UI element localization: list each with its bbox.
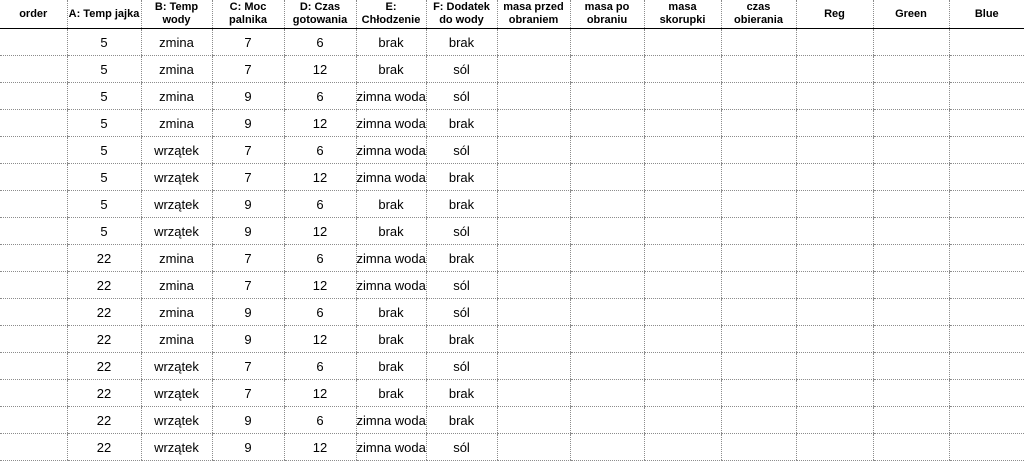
table-cell[interactable]: 7 bbox=[212, 56, 284, 83]
table-cell[interactable] bbox=[796, 164, 873, 191]
table-cell[interactable] bbox=[949, 326, 1024, 353]
table-cell[interactable]: sól bbox=[426, 83, 497, 110]
table-cell[interactable] bbox=[949, 83, 1024, 110]
table-cell[interactable] bbox=[721, 326, 796, 353]
table-cell[interactable]: sól bbox=[426, 353, 497, 380]
table-cell[interactable] bbox=[570, 434, 644, 461]
table-cell[interactable] bbox=[644, 380, 721, 407]
table-cell[interactable] bbox=[796, 83, 873, 110]
table-cell[interactable] bbox=[721, 299, 796, 326]
column-header-label: masa skorupki bbox=[645, 1, 721, 27]
table-cell[interactable] bbox=[644, 191, 721, 218]
table-cell[interactable]: brak bbox=[356, 218, 426, 245]
table-cell[interactable] bbox=[0, 110, 67, 137]
table-cell[interactable]: 6 bbox=[284, 407, 356, 434]
table-cell[interactable] bbox=[721, 380, 796, 407]
table-cell[interactable] bbox=[570, 137, 644, 164]
table-cell[interactable] bbox=[949, 299, 1024, 326]
table-cell[interactable] bbox=[570, 29, 644, 56]
table-cell[interactable]: sól bbox=[426, 434, 497, 461]
table-cell[interactable] bbox=[570, 326, 644, 353]
table-cell[interactable]: zimna woda bbox=[356, 110, 426, 137]
table-cell[interactable] bbox=[873, 164, 949, 191]
table-cell[interactable]: 22 bbox=[67, 245, 141, 272]
table-row bbox=[0, 29, 1024, 56]
table-cell[interactable]: brak bbox=[426, 191, 497, 218]
table-cell[interactable] bbox=[570, 407, 644, 434]
table-cell[interactable] bbox=[796, 272, 873, 299]
table-cell[interactable]: 22 bbox=[67, 326, 141, 353]
table-cell[interactable] bbox=[873, 56, 949, 83]
table-cell[interactable]: wrzątek bbox=[141, 407, 212, 434]
table-cell[interactable]: zmina bbox=[141, 29, 212, 56]
table-cell[interactable] bbox=[570, 56, 644, 83]
table-cell[interactable]: wrzątek bbox=[141, 137, 212, 164]
table-cell[interactable] bbox=[497, 299, 570, 326]
column-header[interactable] bbox=[873, 0, 949, 29]
table-cell[interactable] bbox=[497, 407, 570, 434]
table-cell[interactable] bbox=[570, 164, 644, 191]
table-cell[interactable]: brak bbox=[426, 380, 497, 407]
table-cell[interactable] bbox=[796, 137, 873, 164]
table-cell[interactable]: zmina bbox=[141, 299, 212, 326]
table-cell[interactable] bbox=[0, 83, 67, 110]
table-cell[interactable]: brak bbox=[356, 326, 426, 353]
table-cell[interactable]: 22 bbox=[67, 299, 141, 326]
column-header[interactable] bbox=[0, 0, 67, 29]
table-cell[interactable] bbox=[873, 353, 949, 380]
table-cell[interactable] bbox=[497, 218, 570, 245]
table-cell[interactable]: 6 bbox=[284, 137, 356, 164]
table-cell[interactable] bbox=[644, 164, 721, 191]
table-cell[interactable]: zimna woda bbox=[356, 272, 426, 299]
table-cell[interactable]: 7 bbox=[212, 245, 284, 272]
table-cell[interactable]: 5 bbox=[67, 218, 141, 245]
table-cell[interactable] bbox=[796, 245, 873, 272]
table-cell[interactable]: wrzątek bbox=[141, 164, 212, 191]
table-cell[interactable] bbox=[796, 353, 873, 380]
table-cell[interactable] bbox=[873, 110, 949, 137]
table-cell[interactable] bbox=[873, 245, 949, 272]
table-cell[interactable]: 12 bbox=[284, 326, 356, 353]
table-cell[interactable] bbox=[949, 245, 1024, 272]
table-cell[interactable] bbox=[949, 353, 1024, 380]
table-cell[interactable]: 12 bbox=[284, 434, 356, 461]
table-cell[interactable] bbox=[570, 83, 644, 110]
table-cell[interactable]: 9 bbox=[212, 83, 284, 110]
table-cell[interactable]: 9 bbox=[212, 110, 284, 137]
table-cell[interactable]: 6 bbox=[284, 299, 356, 326]
column-header-label: masa po obraniu bbox=[571, 1, 644, 27]
table-cell[interactable]: 5 bbox=[67, 29, 141, 56]
table-cell[interactable] bbox=[644, 56, 721, 83]
table-cell[interactable]: zmina bbox=[141, 56, 212, 83]
table-cell[interactable] bbox=[721, 272, 796, 299]
table-cell[interactable] bbox=[0, 407, 67, 434]
column-header-label: Green bbox=[874, 8, 949, 21]
table-cell[interactable] bbox=[796, 380, 873, 407]
table-cell[interactable] bbox=[873, 434, 949, 461]
table-cell[interactable] bbox=[497, 56, 570, 83]
table-row bbox=[0, 137, 1024, 164]
table-cell[interactable] bbox=[570, 353, 644, 380]
table-cell[interactable] bbox=[644, 434, 721, 461]
table-cell[interactable] bbox=[721, 83, 796, 110]
table-cell[interactable]: 12 bbox=[284, 56, 356, 83]
table-cell[interactable]: zmina bbox=[141, 83, 212, 110]
table-cell[interactable] bbox=[949, 137, 1024, 164]
column-header[interactable] bbox=[284, 0, 356, 29]
table-cell[interactable] bbox=[796, 29, 873, 56]
table-cell[interactable]: zimna woda bbox=[356, 137, 426, 164]
table-cell[interactable]: 6 bbox=[284, 353, 356, 380]
table-cell[interactable] bbox=[796, 110, 873, 137]
table-cell[interactable]: 7 bbox=[212, 164, 284, 191]
table-cell[interactable]: 5 bbox=[67, 191, 141, 218]
table-row bbox=[0, 299, 1024, 326]
table-cell[interactable]: 22 bbox=[67, 434, 141, 461]
table-cell[interactable] bbox=[570, 218, 644, 245]
table-cell[interactable] bbox=[873, 299, 949, 326]
table-cell[interactable] bbox=[497, 245, 570, 272]
column-header-label: order bbox=[0, 8, 67, 21]
table-cell[interactable]: 9 bbox=[212, 326, 284, 353]
table-cell[interactable]: sól bbox=[426, 56, 497, 83]
table-cell[interactable] bbox=[873, 191, 949, 218]
table-row bbox=[0, 434, 1024, 461]
table-cell[interactable] bbox=[873, 380, 949, 407]
table-cell[interactable]: 6 bbox=[284, 83, 356, 110]
table-cell[interactable]: 22 bbox=[67, 407, 141, 434]
table-cell[interactable] bbox=[0, 137, 67, 164]
table-cell[interactable] bbox=[644, 29, 721, 56]
table-cell[interactable]: wrzątek bbox=[141, 434, 212, 461]
table-cell[interactable] bbox=[644, 407, 721, 434]
table-cell[interactable] bbox=[873, 272, 949, 299]
table-cell[interactable] bbox=[644, 218, 721, 245]
table-cell[interactable] bbox=[949, 218, 1024, 245]
table-cell[interactable] bbox=[0, 434, 67, 461]
table-cell[interactable]: 9 bbox=[212, 299, 284, 326]
header-row bbox=[0, 0, 1024, 29]
table-cell[interactable] bbox=[0, 245, 67, 272]
table-cell[interactable] bbox=[721, 191, 796, 218]
table-cell[interactable]: brak bbox=[426, 407, 497, 434]
column-header[interactable] bbox=[141, 0, 212, 29]
column-header-label: E: Chłodzenie bbox=[357, 1, 426, 27]
table-cell[interactable] bbox=[721, 245, 796, 272]
table-cell[interactable] bbox=[0, 56, 67, 83]
table-cell[interactable]: sól bbox=[426, 299, 497, 326]
table-cell[interactable]: sól bbox=[426, 218, 497, 245]
column-header-label: masa przed obraniem bbox=[498, 1, 570, 27]
table-cell[interactable]: 9 bbox=[212, 407, 284, 434]
column-header[interactable] bbox=[644, 0, 721, 29]
table-cell[interactable]: brak bbox=[356, 191, 426, 218]
table-row bbox=[0, 272, 1024, 299]
table-row bbox=[0, 326, 1024, 353]
table-cell[interactable]: 7 bbox=[212, 29, 284, 56]
table-cell[interactable] bbox=[497, 380, 570, 407]
table-cell[interactable] bbox=[796, 56, 873, 83]
table-cell[interactable]: 22 bbox=[67, 272, 141, 299]
column-header-label: czas obierania bbox=[722, 1, 796, 27]
table-cell[interactable] bbox=[873, 29, 949, 56]
table-cell[interactable]: brak bbox=[356, 353, 426, 380]
table-cell[interactable] bbox=[949, 56, 1024, 83]
table-cell[interactable]: zmina bbox=[141, 110, 212, 137]
table-cell[interactable] bbox=[949, 434, 1024, 461]
table-cell[interactable]: brak bbox=[426, 164, 497, 191]
table-cell[interactable]: 7 bbox=[212, 272, 284, 299]
table-cell[interactable] bbox=[570, 380, 644, 407]
table-cell[interactable]: brak bbox=[356, 380, 426, 407]
table-cell[interactable] bbox=[570, 245, 644, 272]
table-cell[interactable] bbox=[873, 218, 949, 245]
table-row bbox=[0, 353, 1024, 380]
table-cell[interactable]: 5 bbox=[67, 164, 141, 191]
column-header-label: C: Moc palnika bbox=[213, 1, 284, 27]
table-cell[interactable]: 7 bbox=[212, 137, 284, 164]
table-cell[interactable]: brak bbox=[356, 56, 426, 83]
table-cell[interactable] bbox=[0, 380, 67, 407]
table-cell[interactable] bbox=[949, 110, 1024, 137]
table-cell[interactable] bbox=[949, 407, 1024, 434]
table-cell[interactable] bbox=[570, 272, 644, 299]
table-cell[interactable]: 5 bbox=[67, 56, 141, 83]
table-cell[interactable]: brak bbox=[356, 299, 426, 326]
column-header[interactable] bbox=[497, 0, 570, 29]
table-cell[interactable] bbox=[796, 407, 873, 434]
table-cell[interactable] bbox=[873, 326, 949, 353]
table-cell[interactable] bbox=[497, 353, 570, 380]
table-cell[interactable] bbox=[721, 29, 796, 56]
table-cell[interactable] bbox=[0, 353, 67, 380]
table-cell[interactable] bbox=[570, 299, 644, 326]
column-header[interactable] bbox=[796, 0, 873, 29]
table-cell[interactable] bbox=[0, 29, 67, 56]
table-cell[interactable]: sól bbox=[426, 137, 497, 164]
table-cell[interactable] bbox=[721, 164, 796, 191]
table-cell[interactable]: wrzątek bbox=[141, 191, 212, 218]
table-cell[interactable]: 7 bbox=[212, 353, 284, 380]
table-cell[interactable]: brak bbox=[426, 29, 497, 56]
column-header[interactable] bbox=[721, 0, 796, 29]
column-header[interactable] bbox=[67, 0, 141, 29]
table-cell[interactable] bbox=[873, 137, 949, 164]
table-cell[interactable] bbox=[721, 110, 796, 137]
table-cell[interactable] bbox=[0, 164, 67, 191]
table-cell[interactable]: zimna woda bbox=[356, 164, 426, 191]
table-cell[interactable] bbox=[644, 110, 721, 137]
table-cell[interactable] bbox=[796, 218, 873, 245]
table-cell[interactable]: 6 bbox=[284, 29, 356, 56]
table-cell[interactable] bbox=[497, 272, 570, 299]
column-header[interactable] bbox=[570, 0, 644, 29]
table-row bbox=[0, 110, 1024, 137]
table-cell[interactable] bbox=[0, 218, 67, 245]
table-cell[interactable]: zmina bbox=[141, 272, 212, 299]
table-cell[interactable] bbox=[570, 191, 644, 218]
table-cell[interactable] bbox=[644, 326, 721, 353]
table-cell[interactable] bbox=[644, 83, 721, 110]
table-cell[interactable] bbox=[949, 272, 1024, 299]
table-cell[interactable] bbox=[644, 137, 721, 164]
table-cell[interactable] bbox=[644, 353, 721, 380]
table-cell[interactable] bbox=[949, 380, 1024, 407]
table-cell[interactable] bbox=[796, 434, 873, 461]
table-cell[interactable]: 7 bbox=[212, 380, 284, 407]
table-body bbox=[0, 29, 1024, 461]
table-row bbox=[0, 164, 1024, 191]
table-row bbox=[0, 407, 1024, 434]
table-cell[interactable] bbox=[721, 218, 796, 245]
table-row bbox=[0, 245, 1024, 272]
table-row bbox=[0, 83, 1024, 110]
column-header-label: Reg bbox=[797, 8, 873, 21]
table-cell[interactable] bbox=[644, 272, 721, 299]
table-cell[interactable]: brak bbox=[356, 29, 426, 56]
table-cell[interactable]: 5 bbox=[67, 110, 141, 137]
table-cell[interactable]: 9 bbox=[212, 218, 284, 245]
table-cell[interactable]: wrzątek bbox=[141, 353, 212, 380]
column-header-label: D: Czas gotowania bbox=[285, 1, 356, 27]
table-cell[interactable]: zmina bbox=[141, 326, 212, 353]
table-cell[interactable]: brak bbox=[426, 110, 497, 137]
table-cell[interactable] bbox=[644, 245, 721, 272]
table-cell[interactable] bbox=[497, 29, 570, 56]
table-cell[interactable] bbox=[0, 191, 67, 218]
table-cell[interactable] bbox=[497, 164, 570, 191]
table-cell[interactable]: zmina bbox=[141, 245, 212, 272]
column-header-label: Blue bbox=[950, 8, 1024, 21]
table-cell[interactable] bbox=[497, 191, 570, 218]
table-cell[interactable]: brak bbox=[426, 326, 497, 353]
table-cell[interactable] bbox=[497, 83, 570, 110]
table-row bbox=[0, 56, 1024, 83]
table-cell[interactable] bbox=[949, 191, 1024, 218]
table-cell[interactable] bbox=[644, 299, 721, 326]
table-cell[interactable]: sól bbox=[426, 272, 497, 299]
table-cell[interactable] bbox=[497, 137, 570, 164]
table-cell[interactable] bbox=[0, 272, 67, 299]
column-header[interactable] bbox=[212, 0, 284, 29]
table-cell[interactable]: 12 bbox=[284, 380, 356, 407]
table-cell[interactable] bbox=[721, 407, 796, 434]
table-cell[interactable] bbox=[796, 299, 873, 326]
table-cell[interactable]: 22 bbox=[67, 353, 141, 380]
table-cell[interactable] bbox=[873, 83, 949, 110]
table-cell[interactable]: 12 bbox=[284, 272, 356, 299]
table-cell[interactable] bbox=[0, 326, 67, 353]
column-header[interactable] bbox=[426, 0, 497, 29]
table-cell[interactable]: 12 bbox=[284, 110, 356, 137]
table-cell[interactable] bbox=[721, 434, 796, 461]
table-cell[interactable]: wrzątek bbox=[141, 380, 212, 407]
column-header-label: B: Temp wody bbox=[142, 1, 212, 27]
table-cell[interactable]: zimna woda bbox=[356, 407, 426, 434]
table-cell[interactable]: zimna woda bbox=[356, 245, 426, 272]
table-cell[interactable] bbox=[873, 407, 949, 434]
table-cell[interactable]: 9 bbox=[212, 434, 284, 461]
table-cell[interactable] bbox=[497, 110, 570, 137]
table-row bbox=[0, 191, 1024, 218]
table-cell[interactable] bbox=[949, 29, 1024, 56]
table-cell[interactable] bbox=[497, 326, 570, 353]
table-cell[interactable]: 12 bbox=[284, 164, 356, 191]
table-row bbox=[0, 380, 1024, 407]
table-cell[interactable]: 12 bbox=[284, 218, 356, 245]
table-cell[interactable]: 5 bbox=[67, 83, 141, 110]
table-cell[interactable] bbox=[721, 137, 796, 164]
column-header[interactable] bbox=[949, 0, 1024, 29]
table-cell[interactable] bbox=[0, 299, 67, 326]
table-cell[interactable]: 9 bbox=[212, 191, 284, 218]
table-cell[interactable] bbox=[497, 434, 570, 461]
table-cell[interactable]: 6 bbox=[284, 245, 356, 272]
table-cell[interactable] bbox=[796, 191, 873, 218]
column-header-label: A: Temp jajka bbox=[68, 8, 141, 21]
table-row bbox=[0, 218, 1024, 245]
column-header-label: F: Dodatek do wody bbox=[427, 1, 497, 27]
table-cell[interactable]: brak bbox=[426, 245, 497, 272]
column-header[interactable] bbox=[356, 0, 426, 29]
table-cell[interactable] bbox=[949, 164, 1024, 191]
table-cell[interactable]: zimna woda bbox=[356, 83, 426, 110]
table-cell[interactable]: 5 bbox=[67, 137, 141, 164]
table-cell[interactable] bbox=[721, 56, 796, 83]
table-cell[interactable]: zimna woda bbox=[356, 434, 426, 461]
table-cell[interactable] bbox=[796, 326, 873, 353]
table-cell[interactable]: 22 bbox=[67, 380, 141, 407]
table-cell[interactable] bbox=[570, 110, 644, 137]
table-cell[interactable] bbox=[721, 353, 796, 380]
table-cell[interactable]: 6 bbox=[284, 191, 356, 218]
table-cell[interactable]: wrzątek bbox=[141, 218, 212, 245]
